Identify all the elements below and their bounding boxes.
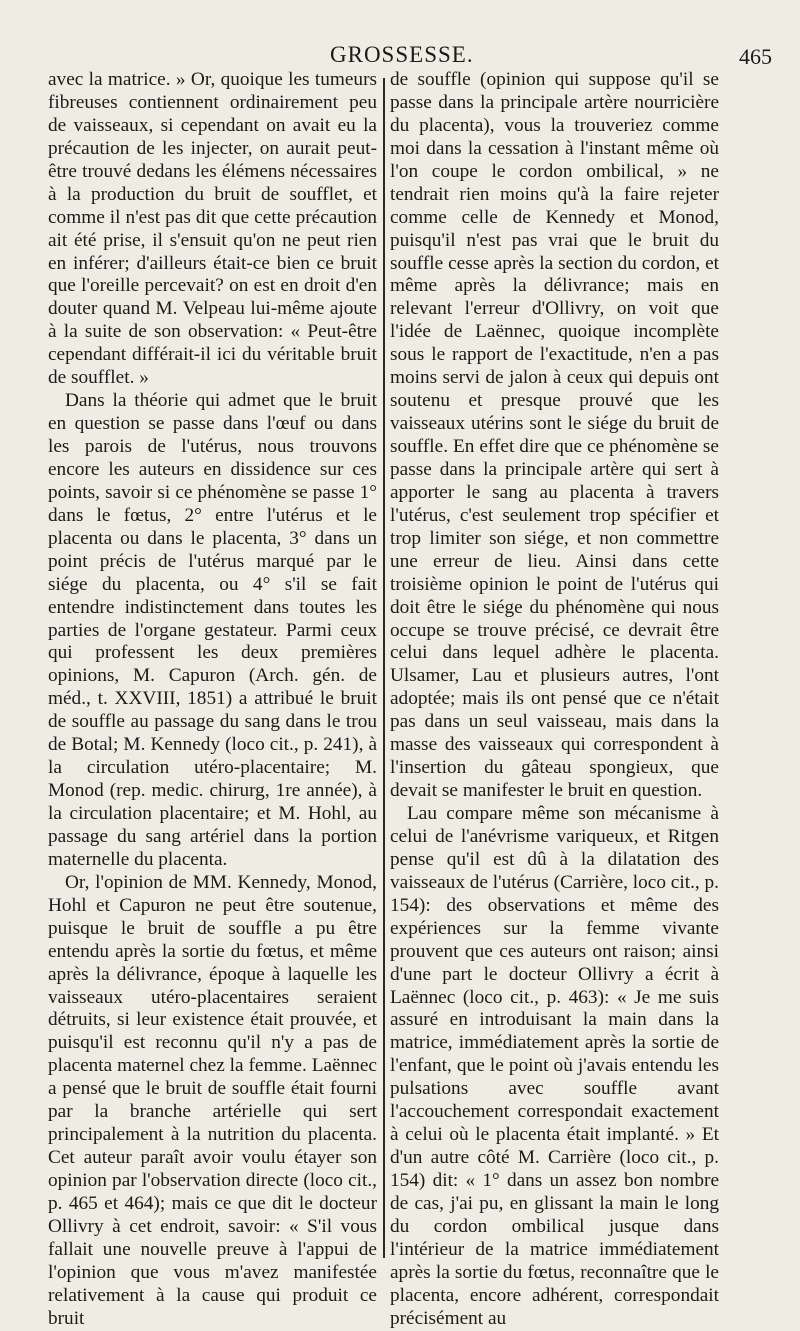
paragraph: Dans la théorie qui admet que le bruit en question se passe dans l'œuf ou dans les parois de l'utérus, nous trouvons encore les auteurs en dissidence sur ces points, savoir si ce phénomène se passe 1° dans le fœtus, 2° entre l'utérus et le placenta ou dans le placenta, 3° dans un point précis de l'utérus marqué par le siége du placenta, ou 4° s'il se fait entendre indistinctement dans toutes les parties de l'organe gestateur. Parmi ceux qui professent les deux premières opinions, M. Capuron (Arch. gén. de méd., t. XXVIII, 1851) a attribué le bruit de souffle au passage du sang dans le trou de Botal; M. Kennedy (loco cit., p. 241), à la circulation utéro-placentaire; M. Monod (rep. medic. chirurg, 1re année), à la circulation placentaire; et M. Hohl, au passage du sang artériel dans la portion maternelle du placenta. — [48, 390, 377, 870]
left-column — [48, 69, 377, 1331]
page-number: 465 — [739, 44, 772, 69]
paragraph: de souffle (opinion qui suppose qu'il se passe dans la principale artère nourricière du placenta), vous la trouveriez comme moi dans la cessation à l'instant même où l'on coupe le cordon ombilical, » ne tendrait rien moins qu'à la faire rejeter comme celle de Kennedy et Monod, puisqu'il n'est pas vrai que le bruit du souffle cesse après la section du cordon, et même après la délivrance; mais en relevant l'erreur d'Ollivry, on voit que l'idée de Laënnec, quoique incomplète sous le rapport de l'exactitude, n'en a pas moins servi de jalon à ceux qui depuis ont soutenu et presque prouvé que les vaisseaux utérins sont le siége du bruit de souffle. En effet dire que ce phénomène se passe dans la principale artère qui sert à apporter le sang au placenta à travers l'utérus, c'est seulement trop spécifier et trop limiter son siége, et non commettre une erreur de lieu. Ainsi dans cette troisième opinion le point de l'utérus qui doit être le siége du phénomène qui nous occupe se trouve précisé, ce devrait être celui dans lequel adhère le placenta. Ulsamer, Lau et plusieurs autres, l'ont adoptée; mais ils ont pensé que ce n'était pas dans un seul vaisseau, mais dans la masse des vaisseaux qui correspondent à l'insertion du gâteau spongieux, que devait se manifester le bruit en question. — [390, 69, 719, 802]
running-head — [0, 42, 800, 72]
right-column — [390, 69, 719, 1331]
paragraph: Or, l'opinion de MM. Kennedy, Monod, Hohl et Capuron ne peut être soutenue, puisque le bruit de souffle a pu être entendu après la sortie du fœtus, et même après la délivrance, époque à laquelle les vaisseaux utéro-placentaires seraient détruits, si leur existence était prouvée, et puisqu'il est reconnu qu'il n'y a pas de placenta maternel chez la femme. Laënnec a pensé que le bruit de souffle était fourni par la branche artérielle qui sert principalement à la nutrition du placenta. Cet auteur paraît avoir voulu étayer son opinion par l'observation directe (loco cit., p. 465 et 464); mais ce que dit le docteur Ollivry à cet endroit, savoir: « S'il vous fallait une nouvelle preuve à l'appui de l'opinion que vous m'avez manifestée relativement à la cause qui produit ce bruit — [48, 871, 377, 1329]
paragraph: avec la matrice. » Or, quoique les tumeurs fibreuses contiennent ordinairement peu de vaisseaux, si cependant on avait eu la précaution de les injecter, on aurait peut-être trouvé dedans les élémens nécessaires à la production du bruit de soufflet, et comme il n'est pas dit que cette précaution ait été prise, il s'ensuit qu'on ne peut rien en inférer; d'ailleurs était-ce bien ce bruit que l'oreille percevait? on est en droit d'en douter quand M. Velpeau lui-même ajoute à la suite de son observation: « Peut-être cependant différait-il ici du véritable bruit de soufflet. » — [48, 69, 377, 389]
paragraph: Lau compare même son mécanisme à celui de l'anévrisme variqueux, et Ritgen pense qu'il est dû à la dilatation des vaisseaux de l'utérus (Carrière, loco cit., p. 154): des observations et même des expériences sur la femme vivante prouvent que ces auteurs ont raison; ainsi d'une part le docteur Ollivry a écrit à Laënnec (loco cit., p. 463): « Je me suis assuré en introduisant la main dans la matrice, immédiatement après la sortie de l'enfant, que le point où j'avais entendu les pulsations avec souffle avant l'accouchement correspondait exactement à celui où le placenta était implanté. » Et d'un autre côté M. Carrière (loco cit., p. 154) dit: « 1° dans un assez bon nombre de cas, j'ai pu, en glissant la main le long du cordon ombilical jusque dans l'intérieur de la matrice immédiatement après la sortie du fœtus, reconnaître que le placenta, encore adhérent, correspondait précisément au — [390, 803, 719, 1329]
page-title: GROSSESSE. — [330, 42, 474, 67]
column-divider — [383, 78, 385, 1258]
